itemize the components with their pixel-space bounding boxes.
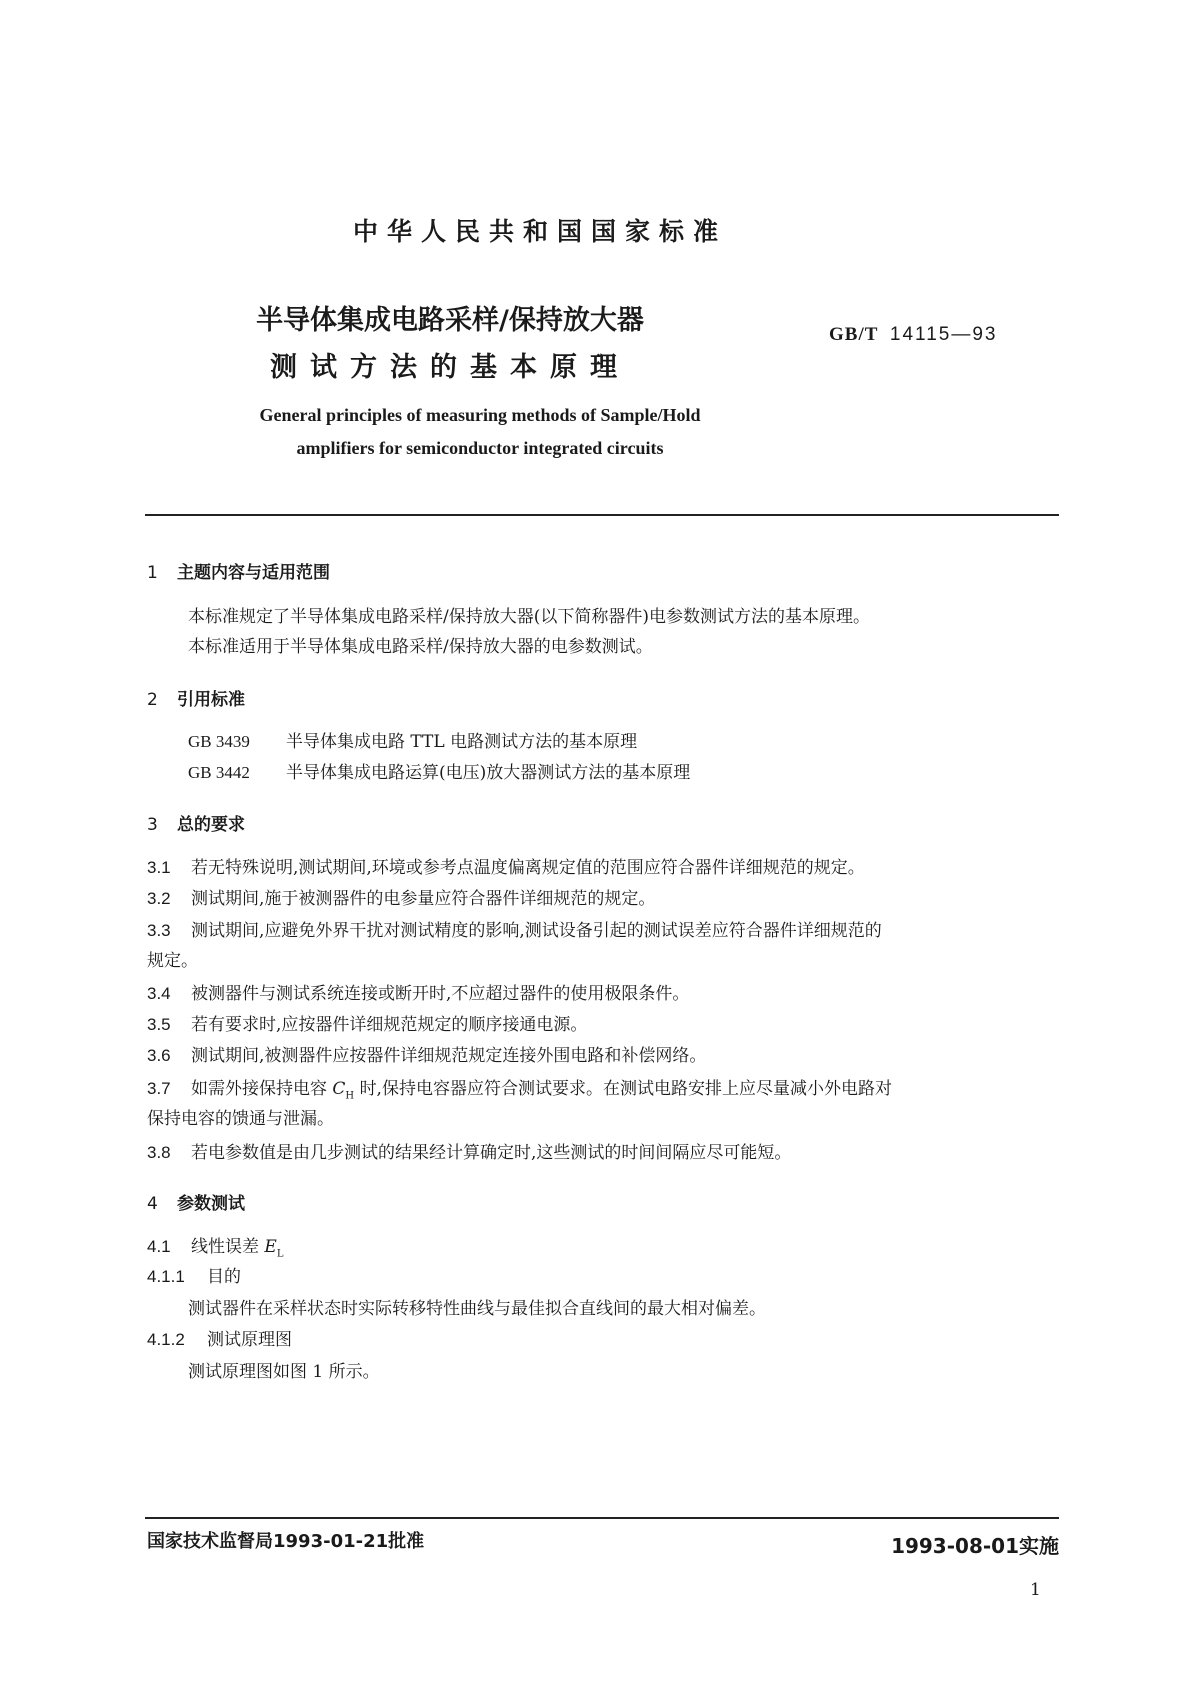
english-title-line2: amplifiers for semiconductor integrated circuits xyxy=(296,438,664,458)
paragraph: 测试器件在采样状态时实际转移特性曲线与最佳拟合直线间的最大相对偏差。 xyxy=(188,1299,766,1319)
section-title: 主题内容与适用范围 xyxy=(177,563,330,583)
reference-title: 半导体集成电路运算(电压)放大器测试方法的基本原理 xyxy=(286,763,691,783)
section-number: 1 xyxy=(147,563,158,583)
clause-text: 线性误差 xyxy=(191,1237,259,1257)
section-4-heading xyxy=(147,1189,245,1214)
clause-number: 4.1 xyxy=(147,1237,171,1256)
clause-3-4 xyxy=(147,984,689,1004)
clause-number: 4.1.2 xyxy=(147,1330,185,1349)
clause-3-3 xyxy=(147,921,882,941)
reference-item xyxy=(188,732,637,752)
clause-number: 3.4 xyxy=(147,984,171,1003)
clause-number: 3.2 xyxy=(147,889,171,908)
clause-number: 3.1 xyxy=(147,858,171,877)
clause-3-6 xyxy=(147,1046,706,1066)
clause-number: 4.1.1 xyxy=(147,1267,185,1286)
clause-number: 3.8 xyxy=(147,1143,171,1162)
doc-title-line2: 测试方法的基本原理 xyxy=(270,352,630,383)
clause-3-5 xyxy=(147,1015,587,1035)
clause-3-7 xyxy=(147,1079,892,1106)
section-number: 2 xyxy=(147,690,158,710)
english-title-line1: General principles of measuring methods of Sample/Hold xyxy=(259,405,701,425)
clause-text: 若有要求时,应按器件详细规范规定的顺序接通电源。 xyxy=(191,1015,588,1035)
doc-title-line1: 半导体集成电路采样/保持放大器 xyxy=(256,305,644,336)
clause-number: 3.3 xyxy=(147,921,171,940)
clause-text: 测试期间,施于被测器件的电参量应符合器件详细规范的规定。 xyxy=(191,889,656,909)
paragraph: 测试原理图如图 1 所示。 xyxy=(188,1362,380,1382)
section-number: 4 xyxy=(147,1194,158,1214)
standard-code xyxy=(829,324,997,346)
clause-text: 测试期间,应避免外界干扰对测试精度的影响,测试设备引起的测试误差应符合器件详细规范的 xyxy=(191,921,882,941)
paragraph: 本标准适用于半导体集成电路采样/保持放大器的电参数测试。 xyxy=(188,637,653,657)
org-title: 中华人民共和国国家标准 xyxy=(352,217,727,246)
reference-code: GB 3439 xyxy=(188,732,250,751)
clause-3-2 xyxy=(147,889,655,909)
code-prefix: GB/T xyxy=(829,324,879,345)
clause-number: 3.6 xyxy=(147,1046,171,1065)
clause-text: 被测器件与测试系统连接或断开时,不应超过器件的使用极限条件。 xyxy=(191,984,690,1004)
section-1-heading xyxy=(147,558,330,583)
effective-date: 1993-08-01实施 xyxy=(891,1534,1059,1558)
clause-text: 时,保持电容器应符合测试要求。在测试电路安排上应尽量减小外电路对 xyxy=(359,1079,892,1099)
clause-3-1 xyxy=(147,858,865,878)
symbol: C xyxy=(332,1079,346,1099)
clause-number: 3.7 xyxy=(147,1079,171,1098)
clause-continuation: 规定。 xyxy=(147,951,198,971)
clause-text: 如需外接保持电容 xyxy=(191,1079,327,1099)
header-divider xyxy=(145,514,1059,516)
paragraph: 本标准规定了半导体集成电路采样/保持放大器(以下简称器件)电参数测试方法的基本原理。 xyxy=(188,607,870,627)
symbol-subscript: L xyxy=(276,1248,284,1260)
section-2-heading xyxy=(147,685,245,710)
reference-code: GB 3442 xyxy=(188,763,250,782)
symbol-subscript: H xyxy=(345,1090,355,1102)
symbol: E xyxy=(264,1237,277,1257)
clause-text: 测试原理图 xyxy=(207,1330,292,1350)
footer-divider xyxy=(145,1517,1059,1519)
section-number: 3 xyxy=(147,815,158,835)
clause-continuation: 保持电容的馈通与泄漏。 xyxy=(147,1109,334,1129)
reference-title: 半导体集成电路 TTL 电路测试方法的基本原理 xyxy=(286,732,638,752)
clause-4-1-2 xyxy=(147,1330,292,1350)
clause-text: 若无特殊说明,测试期间,环境或参考点温度偏离规定值的范围应符合器件详细规范的规定。 xyxy=(191,858,865,878)
reference-item xyxy=(188,763,690,783)
code-number: 14115—93 xyxy=(889,324,998,345)
page-number: 1 xyxy=(1030,1580,1041,1600)
section-title: 引用标准 xyxy=(177,690,245,710)
approval-date: 国家技术监督局1993-01-21批准 xyxy=(147,1531,425,1552)
clause-number: 3.5 xyxy=(147,1015,171,1034)
clause-4-1-1 xyxy=(147,1267,241,1287)
clause-text: 测试期间,被测器件应按器件详细规范规定连接外围电路和补偿网络。 xyxy=(191,1046,707,1066)
clause-text: 若电参数值是由几步测试的结果经计算确定时,这些测试的时间间隔应尽可能短。 xyxy=(191,1143,792,1163)
section-title: 总的要求 xyxy=(177,815,245,835)
clause-4-1 xyxy=(147,1237,283,1264)
section-title: 参数测试 xyxy=(177,1194,245,1214)
clause-3-8 xyxy=(147,1143,791,1163)
clause-text: 目的 xyxy=(207,1267,241,1287)
section-3-heading xyxy=(147,810,245,835)
